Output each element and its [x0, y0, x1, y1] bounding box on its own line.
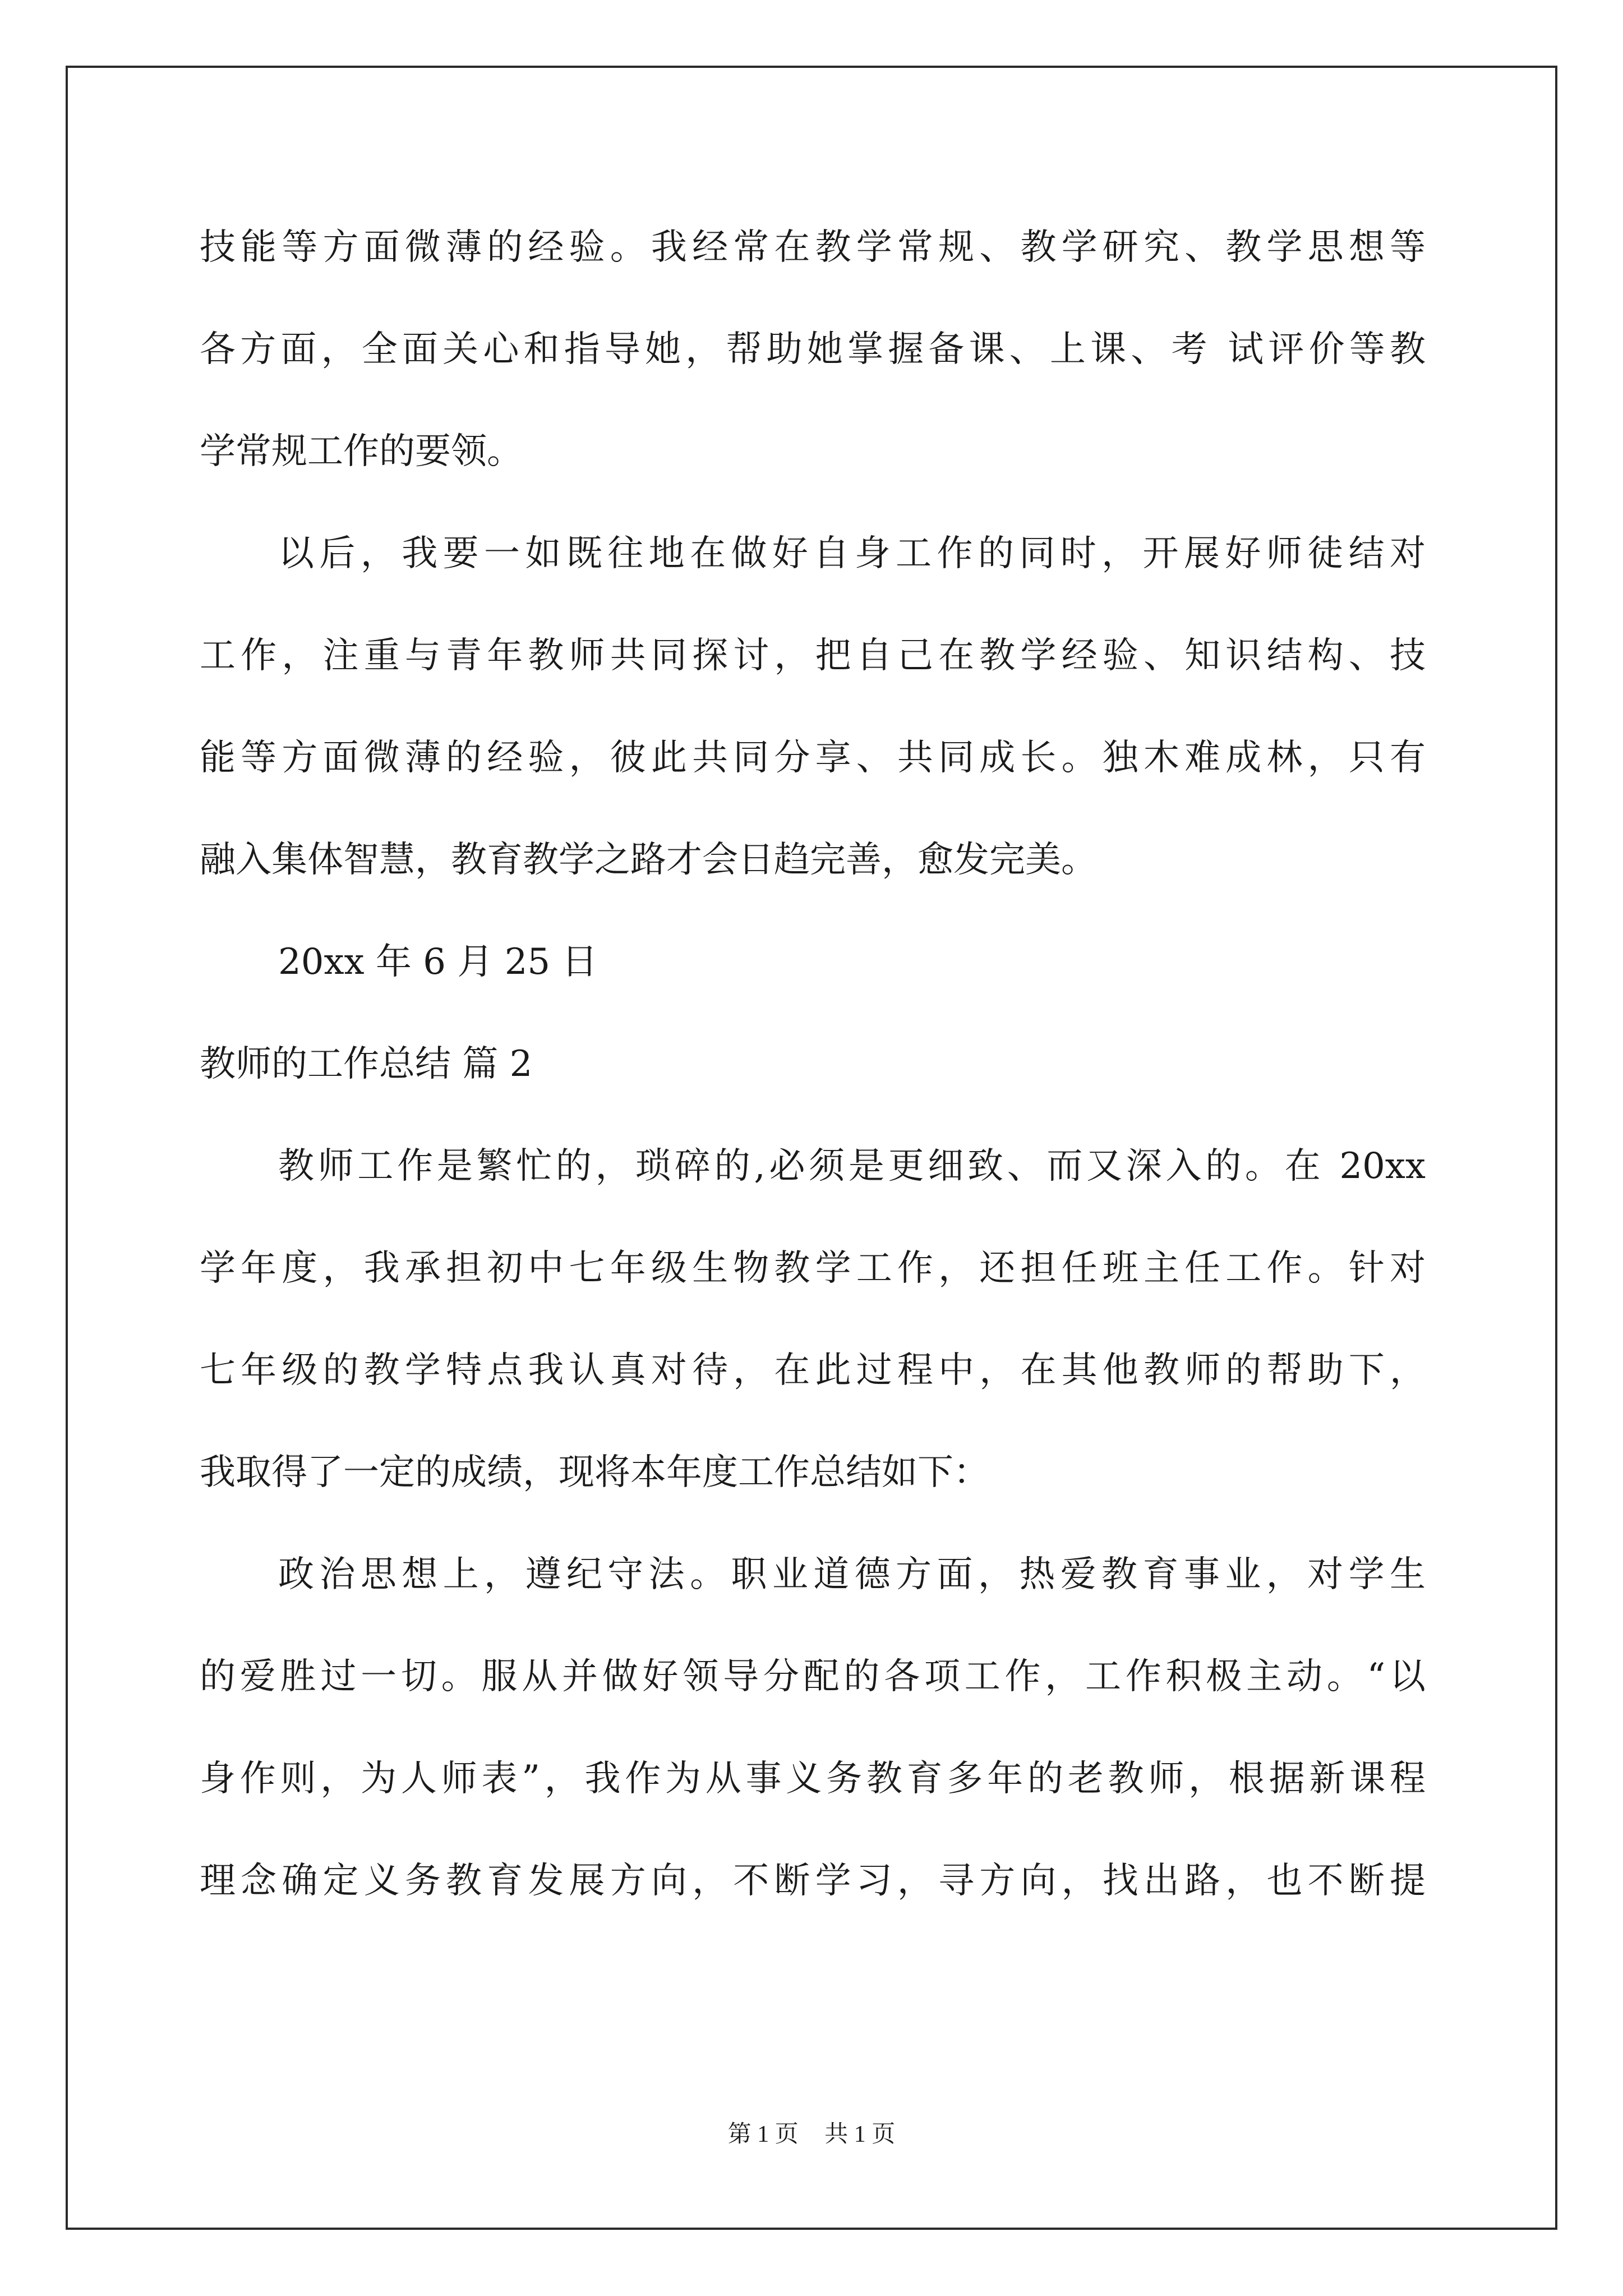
text-line: 理念确定义务教育发展方向，不断学习，寻方向，找出路，也不断提 — [200, 1860, 1426, 1902]
text-line: 工作，注重与青年教师共同探讨，把自己在教学经验、知识结构、技 — [200, 635, 1426, 677]
text-line: 身作则，为人师表”，我作为从事义务教育多年的老教师，根据新课程 — [200, 1758, 1426, 1800]
paragraph-first-line: 政治思想上，遵纪守法。职业道德方面，热爱教育事业，对学生 — [278, 1554, 1426, 1595]
section-heading: 教师的工作总结 篇 2 — [200, 1043, 533, 1085]
text-line: 我取得了一定的成绩，现将本年度工作总结如下： — [200, 1452, 989, 1493]
text-line: 七年级的教学特点我认真对待，在此过程中，在其他教师的帮助下， — [200, 1350, 1426, 1391]
page-number: 第 1 页 — [727, 2122, 799, 2147]
page-total: 共 1 页 — [824, 2122, 896, 2147]
text-line: 技能等方面微薄的经验。我经常在教学常规、教学研究、教学思想等 — [200, 227, 1426, 268]
date-line: 20xx 年 6 月 25 日 — [278, 941, 598, 983]
paragraph-first-line: 以后，我要一如既往地在做好自身工作的同时，开展好师徒结对 — [278, 533, 1426, 574]
text-line: 各方面，全面关心和指导她，帮助她掌握备课、上课、考 试评价等教 — [200, 329, 1426, 370]
text-line: 学常规工作的要领。 — [200, 431, 523, 472]
text-line: 的爱胜过一切。服从并做好领导分配的各项工作，工作积极主动。“以 — [200, 1656, 1426, 1697]
text-line: 学年度，我承担初中七年级生物教学工作，还担任班主任工作。针对 — [200, 1248, 1426, 1289]
paragraph-first-line: 教师工作是繁忙的，琐碎的,必须是更细致、而又深入的。在 20xx — [278, 1145, 1426, 1187]
page-footer — [0, 2118, 1623, 2151]
text-line: 融入集体智慧，教育教学之路才会日趋完善，愈发完美。 — [200, 839, 1097, 881]
text-line: 能等方面微薄的经验，彼此共同分享、共同成长。独木难成林，只有 — [200, 737, 1426, 779]
